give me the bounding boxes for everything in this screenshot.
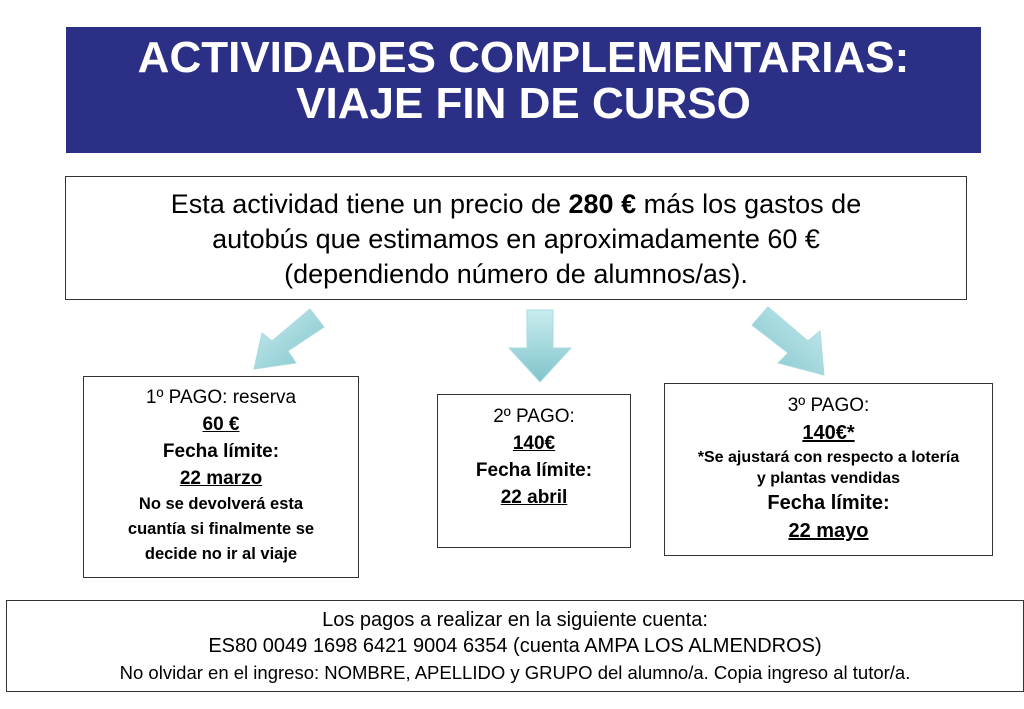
- title-line-1: ACTIVIDADES COMPLEMENTARIAS:: [137, 33, 910, 82]
- payment-3-deadline-label: Fecha límite:: [767, 492, 890, 514]
- payment-1-note-2: cuantía si finalmente se: [127, 520, 315, 538]
- payment-box-2: [437, 394, 631, 548]
- payment-2-deadline-label: Fecha límite:: [475, 460, 593, 481]
- payment-3-amount: 140€*: [802, 422, 855, 444]
- payment-2-amount: 140€: [512, 433, 556, 454]
- payment-3-heading: 3º PAGO:: [787, 395, 870, 416]
- payment-1-deadline-label: Fecha límite:: [162, 441, 280, 462]
- intro-text-1: Esta actividad tiene un precio de: [170, 189, 569, 219]
- payment-3-deadline: 22 mayo: [788, 520, 869, 542]
- title-line-2: VIAJE FIN DE CURSO: [296, 79, 751, 128]
- payment-2-deadline: 22 abril: [500, 487, 568, 508]
- intro-line-3: (dependiendo número de alumnos/as).: [284, 259, 748, 289]
- arrow-down-icon: [505, 308, 575, 384]
- payment-1-note-3: decide no ir al viaje: [144, 545, 298, 563]
- payment-1-note-1: No se devolverá esta: [138, 495, 304, 513]
- intro-box: [65, 176, 967, 300]
- title-banner: [66, 27, 981, 153]
- payment-3-note-2: y plantas vendidas: [756, 470, 901, 487]
- payment-3-note-1: *Se ajustará con respecto a lotería: [697, 449, 960, 466]
- arrow-down-left-icon: [248, 305, 328, 373]
- payment-box-1: [83, 376, 359, 578]
- intro-price: 280 €: [568, 189, 637, 219]
- payment-1-amount: 60 €: [202, 414, 240, 435]
- arrow-down-right-icon: [748, 305, 832, 379]
- bank-line-1: Los pagos a realizar en la siguiente cuenta:: [322, 609, 708, 631]
- intro-line-1: [66, 187, 966, 222]
- bank-account-number: ES80 0049 1698 6421 9004 6354 (cuenta AMPA LOS ALMENDROS): [208, 635, 822, 657]
- payment-1-deadline: 22 marzo: [179, 468, 263, 489]
- payment-1-heading: 1º PAGO: reserva: [145, 387, 297, 408]
- intro-line-2: autobús que estimamos en aproximadamente 60 €: [212, 224, 820, 254]
- intro-text-2: más los gastos de: [636, 189, 862, 219]
- payment-2-heading: 2º PAGO:: [493, 406, 575, 427]
- bank-account-box: [6, 600, 1024, 692]
- bank-reminder: No olvidar en el ingreso: NOMBRE, APELLIDO y GRUPO del alumno/a. Copia ingreso al tutor/a.: [119, 662, 911, 683]
- payment-box-3: [664, 383, 993, 556]
